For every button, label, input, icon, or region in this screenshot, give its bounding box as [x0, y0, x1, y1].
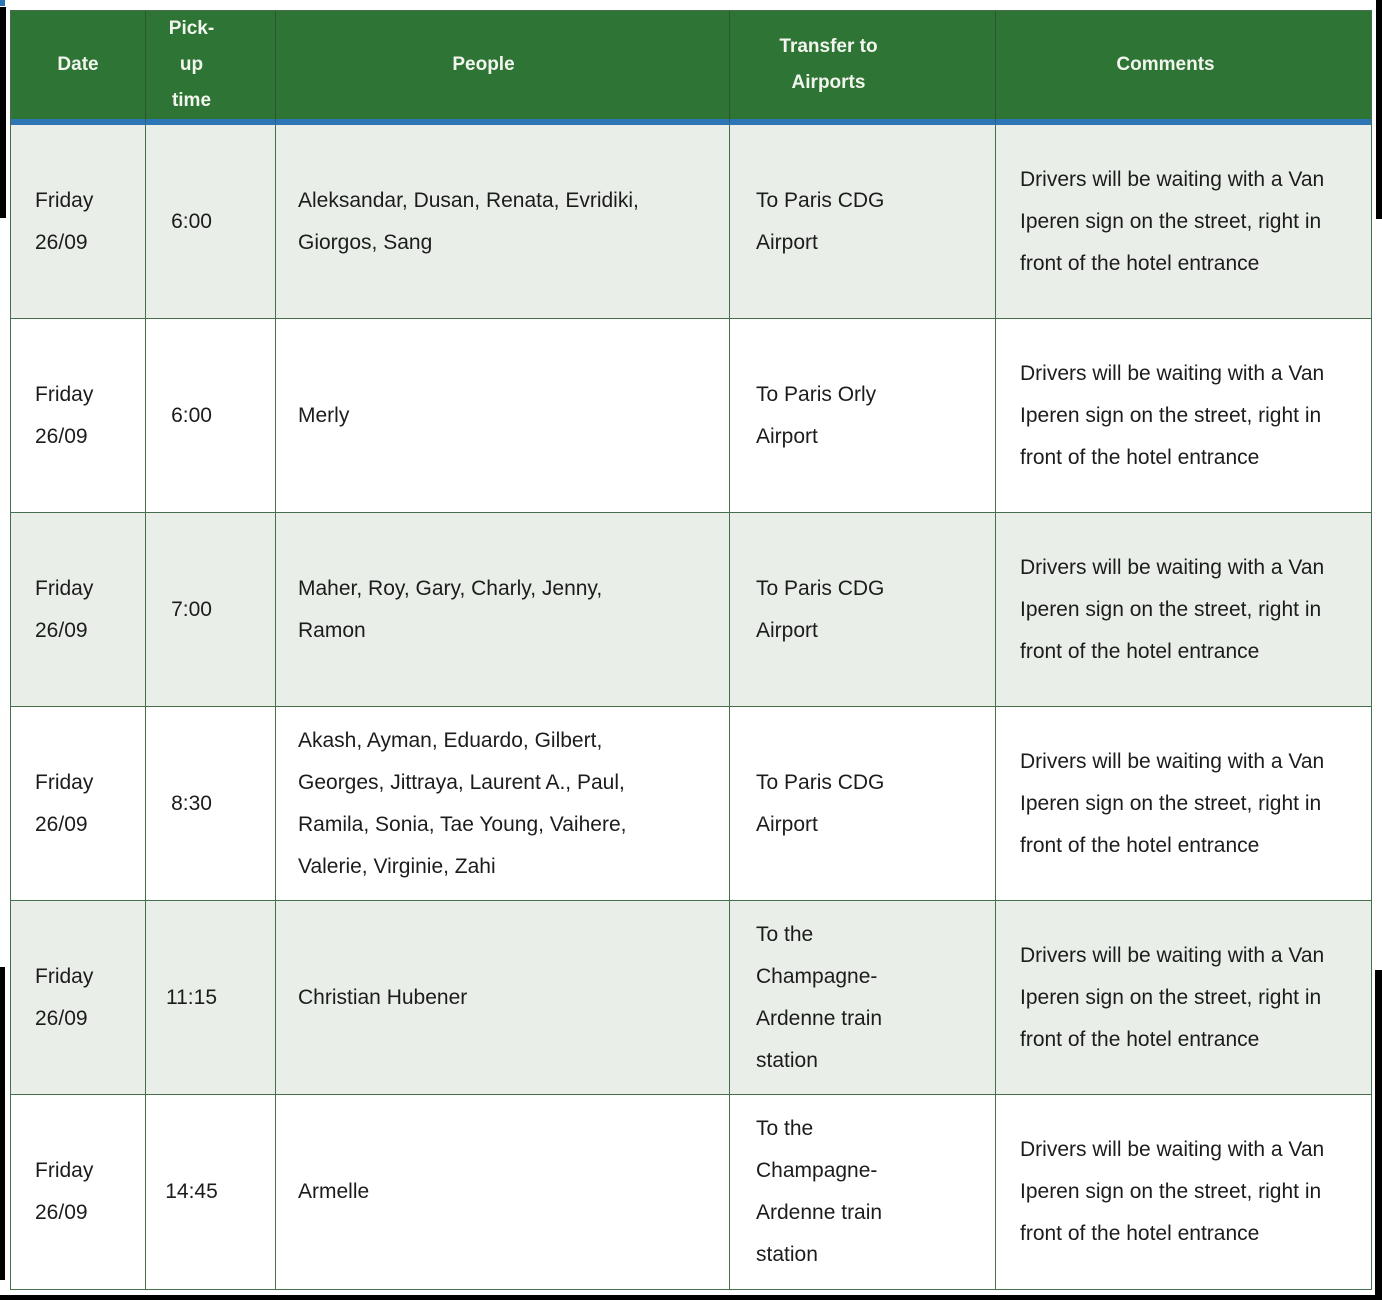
table-row: [11, 901, 1371, 1095]
cell-people: Akash, Ayman, Eduardo, Gilbert, Georges, Jittraya, Laurent A., Paul, Ramila, Sonia, Tae Young, Vaihere, Valerie, Virginie, Zahi: [276, 707, 730, 901]
screen-artifact-right-bottom: [1375, 970, 1382, 1300]
cell-date: Friday 26/09: [11, 901, 146, 1095]
screen-artifact-left-bottom: [0, 967, 5, 1280]
cell-pickup-time: 11:15: [146, 901, 276, 1095]
table-body: [11, 125, 1371, 1289]
screen-artifact-left-top: [0, 7, 6, 218]
header-date: Date: [11, 11, 146, 125]
header-comments: Comments: [996, 11, 1371, 125]
cell-transfer: To the Champagne-Ardenne train station: [730, 901, 996, 1095]
cell-date: Friday 26/09: [11, 319, 146, 513]
corner-blue-artifact: [0, 0, 5, 6]
cell-people: Maher, Roy, Gary, Charly, Jenny, Ramon: [276, 513, 730, 707]
cell-comments: Drivers will be waiting with a Van Iperen sign on the street, right in front of the hotel entrance: [996, 319, 1371, 513]
schedule-table: [11, 11, 1371, 1289]
cell-people: Merly: [276, 319, 730, 513]
cell-pickup-time: 8:30: [146, 707, 276, 901]
header-transfer-to-airports: Transfer to Airports: [730, 11, 996, 125]
cell-pickup-time: 6:00: [146, 319, 276, 513]
cell-transfer: To Paris CDG Airport: [730, 513, 996, 707]
table-row: [11, 707, 1371, 901]
cell-date: Friday 26/09: [11, 707, 146, 901]
cell-pickup-time: 6:00: [146, 125, 276, 319]
header-pickup-time: Pick-up time: [146, 11, 276, 125]
header-row: [11, 11, 1371, 125]
screen-artifact-right-top: [1376, 0, 1382, 219]
cell-transfer: To the Champagne-Ardenne train station: [730, 1095, 996, 1289]
cell-date: Friday 26/09: [11, 513, 146, 707]
cell-transfer: To Paris Orly Airport: [730, 319, 996, 513]
header-people: People: [276, 11, 730, 125]
cell-people: Aleksandar, Dusan, Renata, Evridiki, Giorgos, Sang: [276, 125, 730, 319]
cell-pickup-time: 7:00: [146, 513, 276, 707]
cell-pickup-time: 14:45: [146, 1095, 276, 1289]
cell-date: Friday 26/09: [11, 1095, 146, 1289]
cell-comments: Drivers will be waiting with a Van Iperen sign on the street, right in front of the hotel entrance: [996, 901, 1371, 1095]
cell-people: Christian Hubener: [276, 901, 730, 1095]
table-row: [11, 1095, 1371, 1289]
table-row: [11, 513, 1371, 707]
cell-transfer: To Paris CDG Airport: [730, 707, 996, 901]
cell-comments: Drivers will be waiting with a Van Iperen sign on the street, right in front of the hotel entrance: [996, 125, 1371, 319]
table-row: [11, 319, 1371, 513]
cell-comments: Drivers will be waiting with a Van Iperen sign on the street, right in front of the hotel entrance: [996, 1095, 1371, 1289]
cell-transfer: To Paris CDG Airport: [730, 125, 996, 319]
table-header: [11, 11, 1371, 125]
cell-comments: Drivers will be waiting with a Van Iperen sign on the street, right in front of the hotel entrance: [996, 707, 1371, 901]
cell-people: Armelle: [276, 1095, 730, 1289]
screen-artifact-bottom-strip: [0, 1295, 1382, 1300]
cell-comments: Drivers will be waiting with a Van Iperen sign on the street, right in front of the hotel entrance: [996, 513, 1371, 707]
cell-date: Friday 26/09: [11, 125, 146, 319]
table-row: [11, 125, 1371, 319]
transfer-schedule-table: [10, 10, 1372, 1290]
